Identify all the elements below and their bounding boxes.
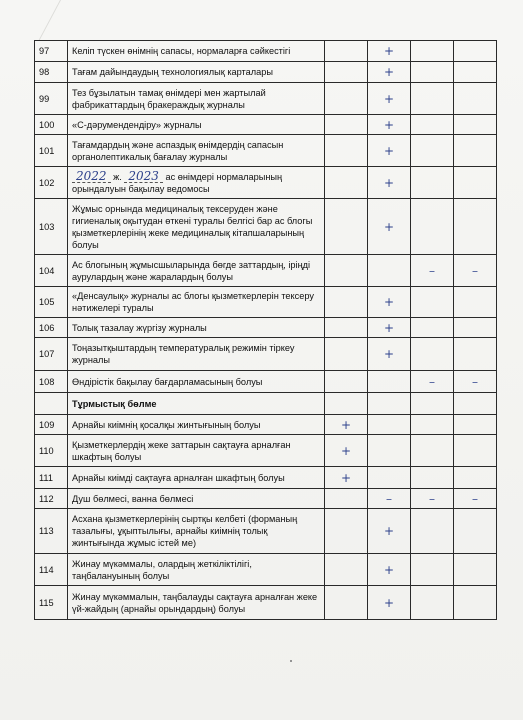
handwritten-year-start: 2022 — [72, 170, 111, 183]
row-number: 114 — [35, 554, 68, 586]
mark-col-4 — [454, 586, 497, 620]
mark-col-3 — [411, 83, 454, 115]
mark-col-4 — [454, 554, 497, 586]
mark-col-2: + — [368, 83, 411, 115]
mark-col-1 — [325, 199, 368, 255]
mark-col-3 — [411, 435, 454, 467]
mark-col-2 — [368, 415, 411, 435]
row-number: 100 — [35, 115, 68, 135]
mark-col-3 — [411, 135, 454, 167]
year-separator: ж. — [113, 172, 122, 182]
table-row — [35, 554, 497, 586]
row-text: Арнайы киімді сақтауға арналған шкафтың болуы — [68, 467, 325, 489]
row-text: Келіп түскен өнімнің сапасы, нормаларға сәйкестігі — [68, 41, 325, 62]
mark-col-1 — [325, 338, 368, 371]
row-number: 112 — [35, 489, 68, 509]
mark-col-4 — [454, 62, 497, 83]
mark-col-3: – — [411, 255, 454, 287]
row-number: 103 — [35, 199, 68, 255]
row-text: Жинау мүкәммалын, таңбалауды сақтауға арналған жеке үй-жайдың (арнайы орындардың) болуы — [68, 586, 325, 620]
row-text: «С-дәрумендендіру» журналы — [68, 115, 325, 135]
mark-col-2 — [368, 393, 411, 415]
mark-col-1: + — [325, 435, 368, 467]
row-number: 113 — [35, 509, 68, 554]
row-text: Арнайы киімнің қосалқы жинтығының болуы — [68, 415, 325, 435]
mark-col-3 — [411, 467, 454, 489]
mark-col-1 — [325, 115, 368, 135]
table-row — [35, 509, 497, 554]
row-text: Душ бөлмесі, ванна бөлмесі — [68, 489, 325, 509]
mark-col-3 — [411, 287, 454, 318]
page-fold-mark — [0, 0, 61, 40]
mark-col-2: + — [368, 199, 411, 255]
mark-col-4 — [454, 199, 497, 255]
mark-col-1 — [325, 371, 368, 393]
table-row — [35, 199, 497, 255]
mark-col-3 — [411, 338, 454, 371]
mark-col-2: – — [368, 489, 411, 509]
table-row — [35, 586, 497, 620]
row-text: Толық тазалау жүргізу журналы — [68, 318, 325, 338]
scan-speck — [290, 660, 292, 662]
table-row — [35, 62, 497, 83]
mark-col-4 — [454, 167, 497, 199]
mark-col-2: + — [368, 554, 411, 586]
row-number: 97 — [35, 41, 68, 62]
mark-col-1 — [325, 83, 368, 115]
row-text: Тоңазытқыштардың температуралық режимін тіркеу журналы — [68, 338, 325, 371]
mark-col-3 — [411, 509, 454, 554]
row-text: Өндірістік бақылау бағдарламасының болуы — [68, 371, 325, 393]
table-row — [35, 318, 497, 338]
mark-col-4 — [454, 41, 497, 62]
table-row — [35, 83, 497, 115]
mark-col-1 — [325, 489, 368, 509]
mark-col-2: + — [368, 167, 411, 199]
mark-col-1 — [325, 509, 368, 554]
table-row — [35, 415, 497, 435]
mark-col-3: – — [411, 489, 454, 509]
mark-col-3 — [411, 415, 454, 435]
row-text: Тағам дайындаудың технологиялық карталары — [68, 62, 325, 83]
row-number: 101 — [35, 135, 68, 167]
table-row — [35, 115, 497, 135]
row-number: 105 — [35, 287, 68, 318]
table-row — [35, 338, 497, 371]
mark-col-1 — [325, 167, 368, 199]
table-row — [35, 489, 497, 509]
mark-col-1 — [325, 135, 368, 167]
row-number — [35, 393, 68, 415]
mark-col-3 — [411, 62, 454, 83]
mark-col-2 — [368, 371, 411, 393]
mark-col-4 — [454, 135, 497, 167]
checklist-table — [34, 40, 497, 620]
mark-col-2: + — [368, 338, 411, 371]
table-row — [35, 135, 497, 167]
mark-col-2: + — [368, 586, 411, 620]
row-text: Тағамдардың және аспаздық өнімдердің сапасын органолептикалық бағалау журналы — [68, 135, 325, 167]
mark-col-3 — [411, 199, 454, 255]
mark-col-2: + — [368, 287, 411, 318]
mark-col-2 — [368, 255, 411, 287]
table-row — [35, 435, 497, 467]
row-number: 111 — [35, 467, 68, 489]
mark-col-2 — [368, 435, 411, 467]
row-text: «Денсаулық» журналы ас блогы қызметкерлерін тексеру нәтижелері туралы — [68, 287, 325, 318]
mark-col-4 — [454, 287, 497, 318]
mark-col-3 — [411, 554, 454, 586]
table-row — [35, 371, 497, 393]
mark-col-1 — [325, 318, 368, 338]
mark-col-4 — [454, 338, 497, 371]
row-text: Тез бұзылатын тамақ өнімдері мен жартылай фабрикаттардың бракераждық журналы — [68, 83, 325, 115]
mark-col-4: – — [454, 255, 497, 287]
row-number: 102 — [35, 167, 68, 199]
mark-col-1 — [325, 255, 368, 287]
table-row — [35, 255, 497, 287]
mark-col-1: + — [325, 467, 368, 489]
mark-col-1 — [325, 41, 368, 62]
row-number: 110 — [35, 435, 68, 467]
row-text: Жинау мүкәммалы, олардың жеткіліктілігі, таңбалануының болуы — [68, 554, 325, 586]
mark-col-1 — [325, 62, 368, 83]
mark-col-2: + — [368, 62, 411, 83]
row-text: Асхана қызметкерлерінің сыртқы келбеті (форманың тазалығы, ұқыптылығы, арнайы киімнің толық жинтығында жұмыс істей ме) — [68, 509, 325, 554]
mark-col-3 — [411, 586, 454, 620]
mark-col-3 — [411, 167, 454, 199]
row-number: 108 — [35, 371, 68, 393]
row-number: 107 — [35, 338, 68, 371]
section-header-row — [35, 393, 497, 415]
mark-col-3: – — [411, 371, 454, 393]
mark-col-4 — [454, 467, 497, 489]
table-row — [35, 287, 497, 318]
mark-col-4 — [454, 318, 497, 338]
mark-col-2: + — [368, 41, 411, 62]
section-title: Тұрмыстық бөлме — [68, 393, 325, 415]
mark-col-4 — [454, 83, 497, 115]
row-text: Ас блогының жұмысшыларында бөгде заттардың, іріңді аурулардың және жаралардың болуы — [68, 255, 325, 287]
row-number: 104 — [35, 255, 68, 287]
mark-col-2: + — [368, 135, 411, 167]
row-number: 115 — [35, 586, 68, 620]
mark-col-4 — [454, 393, 497, 415]
mark-col-2: + — [368, 509, 411, 554]
row-number: 106 — [35, 318, 68, 338]
mark-col-4 — [454, 415, 497, 435]
mark-col-4: – — [454, 371, 497, 393]
table-row — [35, 167, 497, 199]
mark-col-2 — [368, 467, 411, 489]
mark-col-3 — [411, 318, 454, 338]
row-text: Қызметкерлердің жеке заттарын сақтауға арналған шкафтың болуы — [68, 435, 325, 467]
mark-col-4 — [454, 509, 497, 554]
mark-col-3 — [411, 115, 454, 135]
mark-col-1 — [325, 554, 368, 586]
mark-col-3 — [411, 393, 454, 415]
mark-col-3 — [411, 41, 454, 62]
mark-col-1 — [325, 586, 368, 620]
mark-col-1 — [325, 287, 368, 318]
mark-col-2: + — [368, 318, 411, 338]
table-row — [35, 467, 497, 489]
table-row — [35, 41, 497, 62]
mark-col-4: – — [454, 489, 497, 509]
row-number: 109 — [35, 415, 68, 435]
mark-col-4 — [454, 435, 497, 467]
mark-col-1 — [325, 393, 368, 415]
mark-col-1: + — [325, 415, 368, 435]
mark-col-2: + — [368, 115, 411, 135]
handwritten-year-end: 2023 — [124, 170, 163, 183]
row-text-composite — [68, 167, 325, 199]
mark-col-4 — [454, 115, 497, 135]
row-text: Жұмыс орнында медициналық тексеруден және гигиеналық оқытудан өткені туралы белгісі бар ас блогы қызметкерлерінің жеке медициналық кітапшаларының болуы — [68, 199, 325, 255]
row-number: 98 — [35, 62, 68, 83]
row-text: ас өнімдері нормаларының орындалуын бақылау ведомосы — [72, 172, 283, 194]
row-number: 99 — [35, 83, 68, 115]
